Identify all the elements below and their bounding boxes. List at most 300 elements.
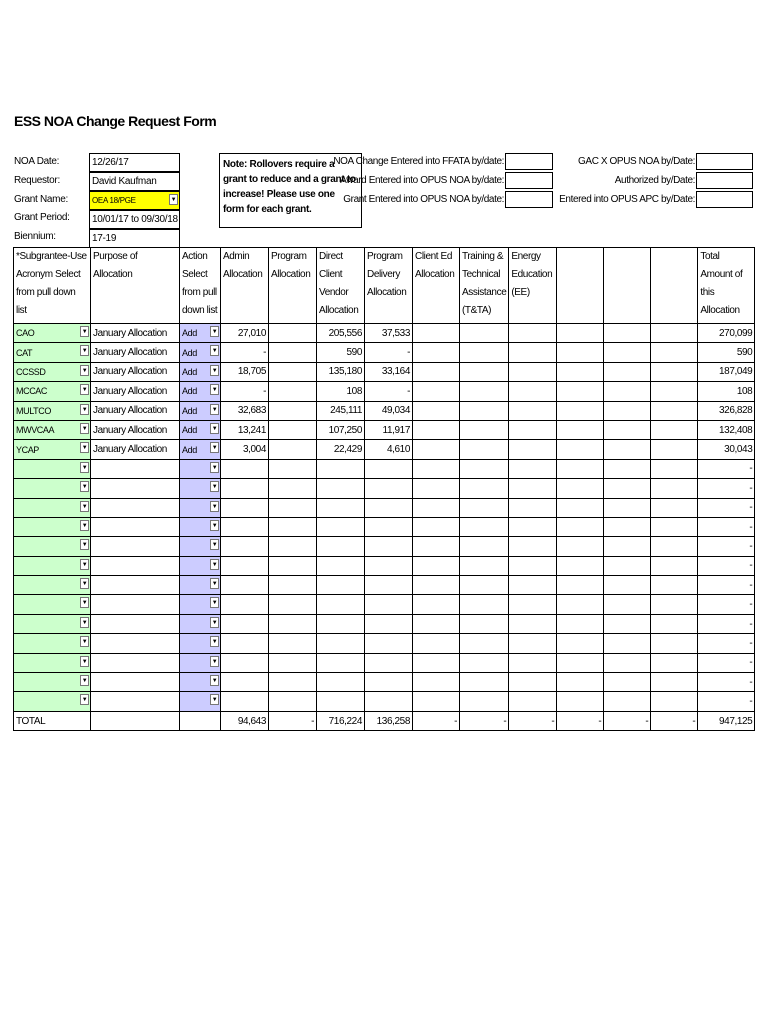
amount-cell[interactable] bbox=[557, 498, 604, 517]
amount-cell[interactable] bbox=[413, 537, 460, 556]
program-delivery-cell[interactable]: 37,533 bbox=[365, 324, 413, 343]
amount-cell[interactable] bbox=[413, 498, 460, 517]
amount-cell[interactable] bbox=[557, 576, 604, 595]
amount-cell[interactable] bbox=[604, 382, 651, 401]
purpose-cell[interactable] bbox=[91, 498, 180, 517]
amount-cell[interactable] bbox=[460, 517, 509, 536]
gac-field[interactable] bbox=[696, 153, 753, 170]
amount-cell[interactable] bbox=[557, 420, 604, 439]
biennium-field[interactable]: 17-19 bbox=[89, 229, 180, 248]
grant-period-field[interactable]: 10/01/17 to 09/30/18 bbox=[89, 210, 180, 229]
authorized-field[interactable] bbox=[696, 172, 753, 189]
direct-client-cell[interactable]: 205,556 bbox=[317, 324, 365, 343]
amount-cell[interactable] bbox=[460, 576, 509, 595]
action-select[interactable] bbox=[180, 614, 221, 633]
purpose-cell[interactable]: January Allocation bbox=[91, 324, 180, 343]
amount-cell[interactable] bbox=[413, 440, 460, 459]
amount-cell[interactable] bbox=[317, 692, 365, 711]
amount-cell[interactable] bbox=[604, 634, 651, 653]
amount-cell[interactable] bbox=[221, 653, 269, 672]
amount-cell[interactable] bbox=[269, 459, 317, 478]
direct-client-cell[interactable]: 107,250 bbox=[317, 420, 365, 439]
purpose-cell[interactable]: January Allocation bbox=[91, 401, 180, 420]
amount-cell[interactable] bbox=[651, 479, 698, 498]
dropdown-arrow-icon[interactable]: ▼ bbox=[210, 326, 219, 337]
amount-cell[interactable] bbox=[269, 692, 317, 711]
amount-cell[interactable] bbox=[460, 420, 509, 439]
direct-client-cell[interactable]: 245,111 bbox=[317, 401, 365, 420]
program-delivery-cell[interactable]: 49,034 bbox=[365, 401, 413, 420]
amount-cell[interactable] bbox=[317, 517, 365, 536]
amount-cell[interactable] bbox=[509, 362, 557, 381]
admin-cell[interactable]: 32,683 bbox=[221, 401, 269, 420]
amount-cell[interactable] bbox=[557, 692, 604, 711]
amount-cell[interactable] bbox=[509, 382, 557, 401]
purpose-cell[interactable] bbox=[91, 692, 180, 711]
amount-cell[interactable] bbox=[365, 459, 413, 478]
action-select[interactable] bbox=[180, 517, 221, 536]
dropdown-arrow-icon[interactable]: ▼ bbox=[210, 365, 219, 376]
amount-cell[interactable] bbox=[557, 673, 604, 692]
program-delivery-cell[interactable]: 11,917 bbox=[365, 420, 413, 439]
amount-cell[interactable] bbox=[365, 614, 413, 633]
amount-cell[interactable] bbox=[221, 498, 269, 517]
acronym-select[interactable] bbox=[14, 653, 91, 672]
amount-cell[interactable] bbox=[460, 343, 509, 362]
amount-cell[interactable] bbox=[269, 595, 317, 614]
amount-cell[interactable] bbox=[269, 653, 317, 672]
action-select[interactable] bbox=[180, 673, 221, 692]
amount-cell[interactable] bbox=[604, 343, 651, 362]
amount-cell[interactable] bbox=[509, 343, 557, 362]
action-select[interactable] bbox=[180, 420, 221, 439]
dropdown-arrow-icon[interactable]: ▼ bbox=[210, 404, 219, 415]
purpose-cell[interactable] bbox=[91, 556, 180, 575]
acronym-select[interactable] bbox=[14, 498, 91, 517]
dropdown-arrow-icon[interactable]: ▼ bbox=[210, 442, 219, 453]
dropdown-arrow-icon[interactable]: ▼ bbox=[80, 617, 89, 628]
amount-cell[interactable] bbox=[651, 653, 698, 672]
dropdown-arrow-icon[interactable]: ▼ bbox=[210, 520, 219, 531]
amount-cell[interactable] bbox=[317, 556, 365, 575]
amount-cell[interactable] bbox=[317, 673, 365, 692]
purpose-cell[interactable]: January Allocation bbox=[91, 420, 180, 439]
amount-cell[interactable] bbox=[509, 401, 557, 420]
amount-cell[interactable] bbox=[413, 479, 460, 498]
purpose-cell[interactable]: January Allocation bbox=[91, 382, 180, 401]
amount-cell[interactable] bbox=[413, 614, 460, 633]
opus-apc-field[interactable] bbox=[696, 191, 753, 208]
amount-cell[interactable] bbox=[509, 595, 557, 614]
amount-cell[interactable] bbox=[221, 576, 269, 595]
action-select[interactable] bbox=[180, 556, 221, 575]
amount-cell[interactable] bbox=[317, 459, 365, 478]
program-delivery-cell[interactable]: 4,610 bbox=[365, 440, 413, 459]
amount-cell[interactable] bbox=[460, 401, 509, 420]
action-select[interactable] bbox=[180, 401, 221, 420]
amount-cell[interactable] bbox=[604, 401, 651, 420]
dropdown-arrow-icon[interactable]: ▼ bbox=[210, 597, 219, 608]
amount-cell[interactable] bbox=[269, 517, 317, 536]
amount-cell[interactable] bbox=[604, 692, 651, 711]
amount-cell[interactable] bbox=[509, 556, 557, 575]
amount-cell[interactable] bbox=[413, 653, 460, 672]
dropdown-arrow-icon[interactable]: ▼ bbox=[210, 694, 219, 705]
admin-cell[interactable]: 3,004 bbox=[221, 440, 269, 459]
purpose-cell[interactable]: January Allocation bbox=[91, 343, 180, 362]
amount-cell[interactable] bbox=[365, 498, 413, 517]
amount-cell[interactable] bbox=[269, 634, 317, 653]
acronym-select[interactable] bbox=[14, 440, 91, 459]
acronym-select[interactable] bbox=[14, 537, 91, 556]
amount-cell[interactable] bbox=[509, 479, 557, 498]
dropdown-arrow-icon[interactable]: ▼ bbox=[80, 326, 89, 337]
amount-cell[interactable] bbox=[413, 673, 460, 692]
program-cell[interactable] bbox=[269, 401, 317, 420]
acronym-select[interactable] bbox=[14, 673, 91, 692]
purpose-cell[interactable] bbox=[91, 614, 180, 633]
amount-cell[interactable] bbox=[413, 420, 460, 439]
amount-cell[interactable] bbox=[557, 343, 604, 362]
amount-cell[interactable] bbox=[509, 634, 557, 653]
dropdown-arrow-icon[interactable]: ▼ bbox=[80, 365, 89, 376]
direct-client-cell[interactable]: 135,180 bbox=[317, 362, 365, 381]
amount-cell[interactable] bbox=[509, 420, 557, 439]
action-select[interactable] bbox=[180, 653, 221, 672]
amount-cell[interactable] bbox=[557, 324, 604, 343]
program-cell[interactable] bbox=[269, 324, 317, 343]
amount-cell[interactable] bbox=[460, 692, 509, 711]
amount-cell[interactable] bbox=[269, 576, 317, 595]
amount-cell[interactable] bbox=[413, 517, 460, 536]
amount-cell[interactable] bbox=[221, 517, 269, 536]
action-select[interactable] bbox=[180, 324, 221, 343]
dropdown-arrow-icon[interactable]: ▼ bbox=[210, 384, 219, 395]
amount-cell[interactable] bbox=[651, 498, 698, 517]
amount-cell[interactable] bbox=[365, 479, 413, 498]
dropdown-arrow-icon[interactable]: ▼ bbox=[210, 501, 219, 512]
dropdown-arrow-icon[interactable]: ▼ bbox=[80, 345, 89, 356]
amount-cell[interactable] bbox=[651, 576, 698, 595]
amount-cell[interactable] bbox=[413, 576, 460, 595]
dropdown-arrow-icon[interactable]: ▼ bbox=[80, 462, 89, 473]
dropdown-arrow-icon[interactable]: ▼ bbox=[210, 636, 219, 647]
purpose-cell[interactable] bbox=[91, 634, 180, 653]
amount-cell[interactable] bbox=[651, 517, 698, 536]
amount-cell[interactable] bbox=[460, 634, 509, 653]
purpose-cell[interactable] bbox=[91, 576, 180, 595]
action-select[interactable] bbox=[180, 576, 221, 595]
amount-cell[interactable] bbox=[460, 479, 509, 498]
amount-cell[interactable] bbox=[221, 673, 269, 692]
dropdown-arrow-icon[interactable]: ▼ bbox=[80, 423, 89, 434]
dropdown-arrow-icon[interactable]: ▼ bbox=[80, 384, 89, 395]
amount-cell[interactable] bbox=[413, 401, 460, 420]
program-cell[interactable] bbox=[269, 362, 317, 381]
amount-cell[interactable] bbox=[221, 479, 269, 498]
amount-cell[interactable] bbox=[604, 653, 651, 672]
admin-cell[interactable]: 18,705 bbox=[221, 362, 269, 381]
amount-cell[interactable] bbox=[317, 653, 365, 672]
amount-cell[interactable] bbox=[413, 362, 460, 381]
action-select[interactable] bbox=[180, 634, 221, 653]
action-select[interactable] bbox=[180, 459, 221, 478]
amount-cell[interactable] bbox=[604, 556, 651, 575]
dropdown-arrow-icon[interactable]: ▼ bbox=[80, 675, 89, 686]
acronym-select[interactable] bbox=[14, 517, 91, 536]
amount-cell[interactable] bbox=[413, 634, 460, 653]
amount-cell[interactable] bbox=[604, 362, 651, 381]
amount-cell[interactable] bbox=[460, 382, 509, 401]
amount-cell[interactable] bbox=[604, 595, 651, 614]
amount-cell[interactable] bbox=[460, 653, 509, 672]
amount-cell[interactable] bbox=[221, 537, 269, 556]
amount-cell[interactable] bbox=[413, 382, 460, 401]
amount-cell[interactable] bbox=[651, 634, 698, 653]
program-delivery-cell[interactable]: - bbox=[365, 382, 413, 401]
amount-cell[interactable] bbox=[557, 614, 604, 633]
amount-cell[interactable] bbox=[365, 537, 413, 556]
amount-cell[interactable] bbox=[460, 362, 509, 381]
amount-cell[interactable] bbox=[604, 537, 651, 556]
amount-cell[interactable] bbox=[460, 537, 509, 556]
dropdown-arrow-icon[interactable]: ▼ bbox=[80, 578, 89, 589]
amount-cell[interactable] bbox=[509, 576, 557, 595]
amount-cell[interactable] bbox=[604, 479, 651, 498]
amount-cell[interactable] bbox=[651, 324, 698, 343]
amount-cell[interactable] bbox=[317, 479, 365, 498]
acronym-select[interactable] bbox=[14, 362, 91, 381]
amount-cell[interactable] bbox=[509, 692, 557, 711]
amount-cell[interactable] bbox=[269, 556, 317, 575]
acronym-select[interactable] bbox=[14, 595, 91, 614]
amount-cell[interactable] bbox=[557, 595, 604, 614]
action-select[interactable] bbox=[180, 537, 221, 556]
acronym-select[interactable] bbox=[14, 324, 91, 343]
amount-cell[interactable] bbox=[269, 479, 317, 498]
amount-cell[interactable] bbox=[413, 459, 460, 478]
amount-cell[interactable] bbox=[509, 324, 557, 343]
action-select[interactable] bbox=[180, 382, 221, 401]
amount-cell[interactable] bbox=[460, 324, 509, 343]
dropdown-arrow-icon[interactable]: ▼ bbox=[80, 442, 89, 453]
requestor-field[interactable]: David Kaufman bbox=[89, 172, 180, 191]
amount-cell[interactable] bbox=[365, 517, 413, 536]
amount-cell[interactable] bbox=[413, 692, 460, 711]
program-delivery-cell[interactable]: - bbox=[365, 343, 413, 362]
dropdown-arrow-icon[interactable]: ▼ bbox=[80, 694, 89, 705]
dropdown-arrow-icon[interactable]: ▼ bbox=[80, 539, 89, 550]
dropdown-arrow-icon[interactable]: ▼ bbox=[80, 520, 89, 531]
admin-cell[interactable]: 13,241 bbox=[221, 420, 269, 439]
amount-cell[interactable] bbox=[557, 653, 604, 672]
amount-cell[interactable] bbox=[557, 382, 604, 401]
amount-cell[interactable] bbox=[651, 595, 698, 614]
amount-cell[interactable] bbox=[557, 401, 604, 420]
acronym-select[interactable] bbox=[14, 420, 91, 439]
dropdown-arrow-icon[interactable]: ▼ bbox=[80, 559, 89, 570]
admin-cell[interactable]: - bbox=[221, 382, 269, 401]
purpose-cell[interactable] bbox=[91, 537, 180, 556]
amount-cell[interactable] bbox=[651, 692, 698, 711]
dropdown-arrow-icon[interactable]: ▼ bbox=[210, 656, 219, 667]
amount-cell[interactable] bbox=[317, 595, 365, 614]
dropdown-arrow-icon[interactable]: ▼ bbox=[80, 501, 89, 512]
dropdown-arrow-icon[interactable]: ▼ bbox=[210, 617, 219, 628]
purpose-cell[interactable] bbox=[91, 517, 180, 536]
amount-cell[interactable] bbox=[557, 517, 604, 536]
dropdown-arrow-icon[interactable]: ▼ bbox=[210, 462, 219, 473]
amount-cell[interactable] bbox=[221, 634, 269, 653]
acronym-select[interactable] bbox=[14, 343, 91, 362]
acronym-select[interactable] bbox=[14, 556, 91, 575]
amount-cell[interactable] bbox=[651, 673, 698, 692]
ffata-field[interactable] bbox=[505, 153, 553, 170]
amount-cell[interactable] bbox=[557, 556, 604, 575]
amount-cell[interactable] bbox=[604, 420, 651, 439]
amount-cell[interactable] bbox=[317, 634, 365, 653]
action-select[interactable] bbox=[180, 479, 221, 498]
purpose-cell[interactable] bbox=[91, 673, 180, 692]
dropdown-arrow-icon[interactable]: ▼ bbox=[169, 194, 178, 205]
amount-cell[interactable] bbox=[460, 595, 509, 614]
dropdown-arrow-icon[interactable]: ▼ bbox=[210, 675, 219, 686]
amount-cell[interactable] bbox=[413, 343, 460, 362]
amount-cell[interactable] bbox=[509, 673, 557, 692]
amount-cell[interactable] bbox=[460, 498, 509, 517]
acronym-select[interactable] bbox=[14, 479, 91, 498]
opus-grant-field[interactable] bbox=[505, 191, 553, 208]
dropdown-arrow-icon[interactable]: ▼ bbox=[210, 481, 219, 492]
action-select[interactable] bbox=[180, 595, 221, 614]
acronym-select[interactable] bbox=[14, 459, 91, 478]
dropdown-arrow-icon[interactable]: ▼ bbox=[80, 597, 89, 608]
amount-cell[interactable] bbox=[509, 537, 557, 556]
grant-name-select[interactable] bbox=[89, 191, 180, 210]
amount-cell[interactable] bbox=[365, 692, 413, 711]
purpose-cell[interactable]: January Allocation bbox=[91, 362, 180, 381]
amount-cell[interactable] bbox=[651, 537, 698, 556]
amount-cell[interactable] bbox=[269, 498, 317, 517]
amount-cell[interactable] bbox=[651, 401, 698, 420]
amount-cell[interactable] bbox=[413, 595, 460, 614]
purpose-cell[interactable] bbox=[91, 459, 180, 478]
purpose-cell[interactable] bbox=[91, 595, 180, 614]
acronym-select[interactable] bbox=[14, 401, 91, 420]
action-select[interactable] bbox=[180, 343, 221, 362]
amount-cell[interactable] bbox=[509, 653, 557, 672]
dropdown-arrow-icon[interactable]: ▼ bbox=[210, 423, 219, 434]
program-delivery-cell[interactable]: 33,164 bbox=[365, 362, 413, 381]
dropdown-arrow-icon[interactable]: ▼ bbox=[210, 578, 219, 589]
acronym-select[interactable] bbox=[14, 382, 91, 401]
amount-cell[interactable] bbox=[269, 537, 317, 556]
amount-cell[interactable] bbox=[604, 498, 651, 517]
program-cell[interactable] bbox=[269, 440, 317, 459]
purpose-cell[interactable] bbox=[91, 653, 180, 672]
dropdown-arrow-icon[interactable]: ▼ bbox=[80, 404, 89, 415]
program-cell[interactable] bbox=[269, 343, 317, 362]
amount-cell[interactable] bbox=[221, 692, 269, 711]
amount-cell[interactable] bbox=[651, 440, 698, 459]
amount-cell[interactable] bbox=[460, 440, 509, 459]
dropdown-arrow-icon[interactable]: ▼ bbox=[210, 539, 219, 550]
amount-cell[interactable] bbox=[604, 440, 651, 459]
acronym-select[interactable] bbox=[14, 576, 91, 595]
action-select[interactable] bbox=[180, 362, 221, 381]
amount-cell[interactable] bbox=[413, 556, 460, 575]
amount-cell[interactable] bbox=[509, 517, 557, 536]
amount-cell[interactable] bbox=[557, 634, 604, 653]
acronym-select[interactable] bbox=[14, 614, 91, 633]
action-select[interactable] bbox=[180, 440, 221, 459]
direct-client-cell[interactable]: 108 bbox=[317, 382, 365, 401]
amount-cell[interactable] bbox=[221, 556, 269, 575]
amount-cell[interactable] bbox=[365, 595, 413, 614]
amount-cell[interactable] bbox=[651, 362, 698, 381]
amount-cell[interactable] bbox=[460, 556, 509, 575]
amount-cell[interactable] bbox=[221, 614, 269, 633]
amount-cell[interactable] bbox=[651, 459, 698, 478]
amount-cell[interactable] bbox=[509, 614, 557, 633]
noa-date-field[interactable]: 12/26/17 bbox=[89, 153, 180, 172]
amount-cell[interactable] bbox=[317, 614, 365, 633]
amount-cell[interactable] bbox=[365, 673, 413, 692]
purpose-cell[interactable] bbox=[91, 479, 180, 498]
dropdown-arrow-icon[interactable]: ▼ bbox=[210, 559, 219, 570]
amount-cell[interactable] bbox=[557, 537, 604, 556]
amount-cell[interactable] bbox=[413, 324, 460, 343]
amount-cell[interactable] bbox=[365, 576, 413, 595]
program-cell[interactable] bbox=[269, 382, 317, 401]
dropdown-arrow-icon[interactable]: ▼ bbox=[80, 656, 89, 667]
action-select[interactable] bbox=[180, 498, 221, 517]
purpose-cell[interactable]: January Allocation bbox=[91, 440, 180, 459]
amount-cell[interactable] bbox=[509, 459, 557, 478]
amount-cell[interactable] bbox=[460, 673, 509, 692]
amount-cell[interactable] bbox=[604, 517, 651, 536]
action-select[interactable] bbox=[180, 692, 221, 711]
dropdown-arrow-icon[interactable]: ▼ bbox=[210, 345, 219, 356]
amount-cell[interactable] bbox=[557, 479, 604, 498]
amount-cell[interactable] bbox=[317, 576, 365, 595]
amount-cell[interactable] bbox=[365, 556, 413, 575]
amount-cell[interactable] bbox=[604, 614, 651, 633]
amount-cell[interactable] bbox=[557, 440, 604, 459]
amount-cell[interactable] bbox=[365, 653, 413, 672]
amount-cell[interactable] bbox=[651, 343, 698, 362]
amount-cell[interactable] bbox=[604, 673, 651, 692]
dropdown-arrow-icon[interactable]: ▼ bbox=[80, 636, 89, 647]
direct-client-cell[interactable]: 22,429 bbox=[317, 440, 365, 459]
amount-cell[interactable] bbox=[557, 362, 604, 381]
amount-cell[interactable] bbox=[509, 440, 557, 459]
dropdown-arrow-icon[interactable]: ▼ bbox=[80, 481, 89, 492]
acronym-select[interactable] bbox=[14, 692, 91, 711]
amount-cell[interactable] bbox=[317, 537, 365, 556]
amount-cell[interactable] bbox=[221, 459, 269, 478]
amount-cell[interactable] bbox=[557, 459, 604, 478]
acronym-select[interactable] bbox=[14, 634, 91, 653]
program-cell[interactable] bbox=[269, 420, 317, 439]
direct-client-cell[interactable]: 590 bbox=[317, 343, 365, 362]
amount-cell[interactable] bbox=[365, 634, 413, 653]
amount-cell[interactable] bbox=[269, 614, 317, 633]
amount-cell[interactable] bbox=[651, 382, 698, 401]
amount-cell[interactable] bbox=[269, 673, 317, 692]
amount-cell[interactable] bbox=[651, 420, 698, 439]
amount-cell[interactable] bbox=[509, 498, 557, 517]
